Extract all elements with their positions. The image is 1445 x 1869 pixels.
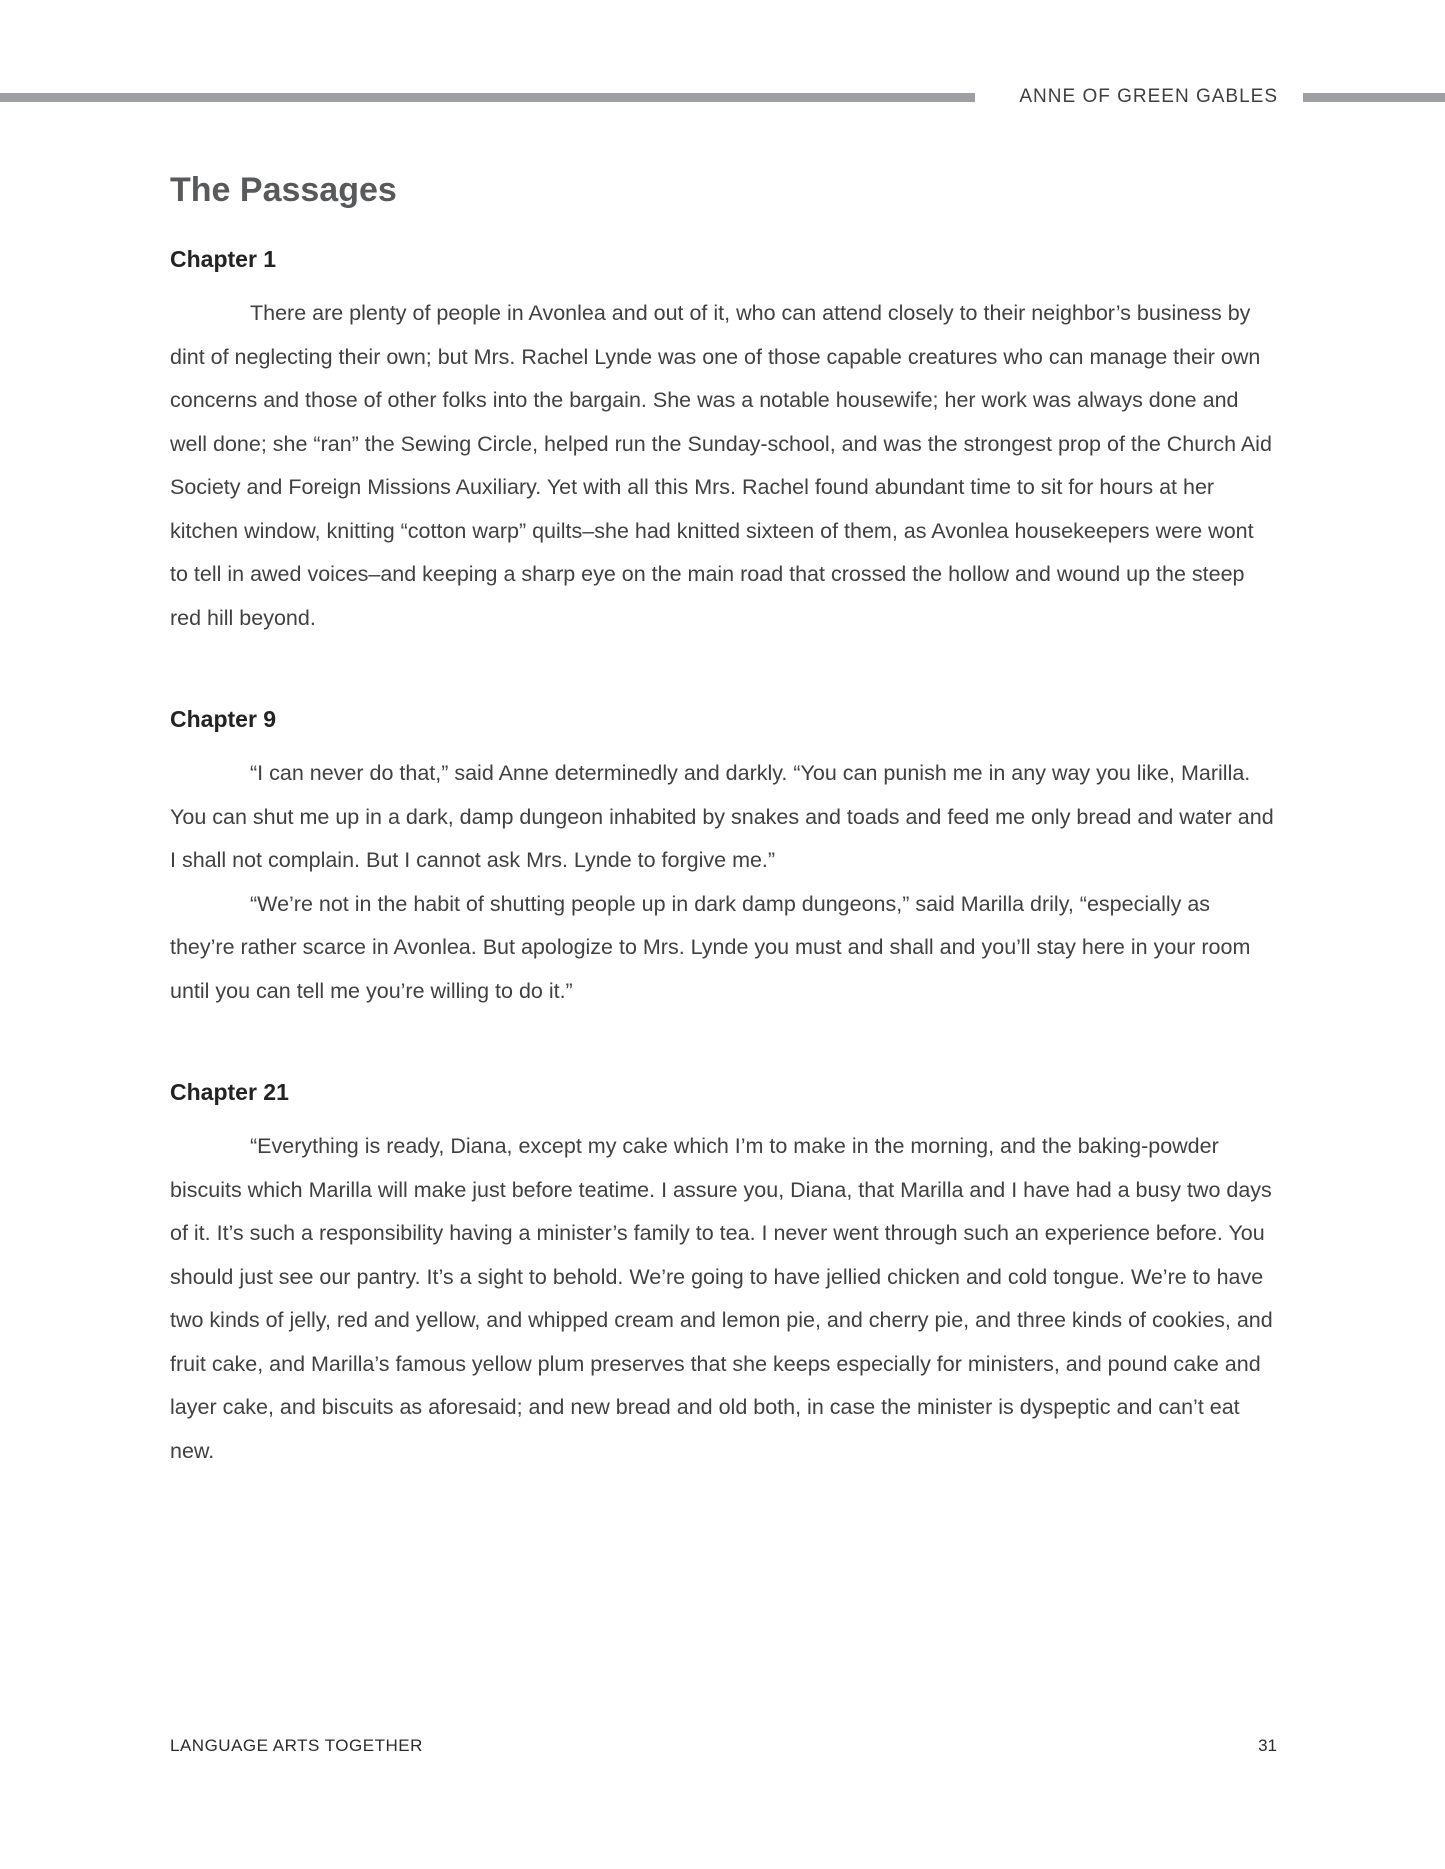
chapter-21-heading: Chapter 21 bbox=[170, 1079, 289, 1106]
footer-series-title: LANGUAGE ARTS TOGETHER bbox=[170, 1736, 423, 1755]
chapter-1-section bbox=[170, 244, 1277, 640]
running-head-book-title: ANNE OF GREEN GABLES bbox=[1019, 86, 1278, 107]
chapter-9-paragraph-1: “I can never do that,” said Anne determinedly and darkly. “You can punish me in any way you like, Marilla. You can shut me up in a dark, damp dungeon inhabited by snakes and toads and feed me only bread and water and I shall not complain. But I cannot ask Mrs. Lynde to forgive me.” bbox=[170, 761, 1274, 873]
page-footer bbox=[170, 1736, 1277, 1756]
page-title: The Passages bbox=[170, 171, 397, 209]
chapter-9-paragraph-2: “We’re not in the habit of shutting people up in dark damp dungeons,” said Marilla drily, “especially as they’re rather scarce in Avonlea. But apologize to Mrs. Lynde you must and shall and you’ll stay here in your room until you can tell me you’re willing to do it.” bbox=[170, 891, 1251, 1003]
chapter-9-heading: Chapter 9 bbox=[170, 706, 277, 733]
chapter-21-paragraph: “Everything is ready, Diana, except my cake which I’m to make in the morning, and the baking-powder biscuits which Marilla will make just before teatime. I assure you, Diana, that Marilla and I have had a busy two days of it. It’s such a responsibility having a minister’s family to tea. I never went through such an experience before. You should just see our pantry. It’s a sight to behold. We’re going to have jellied chicken and cold tongue. We’re to have two kinds of jelly, red and yellow, and whipped cream and lemon pie, and cherry pie, and three kinds of cookies, and fruit cake, and Marilla’s famous yellow plum preserves that she keeps especially for ministers, and pound cake and layer cake, and biscuits as aforesaid; and new bread and old both, in case the minister is dyspeptic and can’t eat new. bbox=[170, 1134, 1273, 1463]
chapter-9-section bbox=[170, 704, 1277, 1013]
chapter-1-heading: Chapter 1 bbox=[170, 246, 277, 273]
page-content bbox=[170, 0, 1277, 1473]
header-rule-right bbox=[1303, 93, 1445, 102]
footer-page-number: 31 bbox=[1258, 1736, 1277, 1755]
chapter-1-paragraph: There are plenty of people in Avonlea and out of it, who can attend closely to their neighbor’s business by dint of neglecting their own; but Mrs. Rachel Lynde was one of those capable creatures who can manage their own concerns and those of other folks into the bargain. She was a notable housewife; her work was always done and well done; she “ran” the Sewing Circle, helped run the Sunday-school, and was the strongest prop of the Church Aid Society and Foreign Missions Auxiliary. Yet with all this Mrs. Rachel found abundant time to sit for hours at her kitchen window, knitting “cotton warp” quilts–she had knitted sixteen of them, as Avonlea housekeepers were wont to tell in awed voices–and keeping a sharp eye on the main road that crossed the hollow and wound up the steep red hill beyond. bbox=[170, 301, 1272, 630]
chapter-21-section bbox=[170, 1077, 1277, 1473]
